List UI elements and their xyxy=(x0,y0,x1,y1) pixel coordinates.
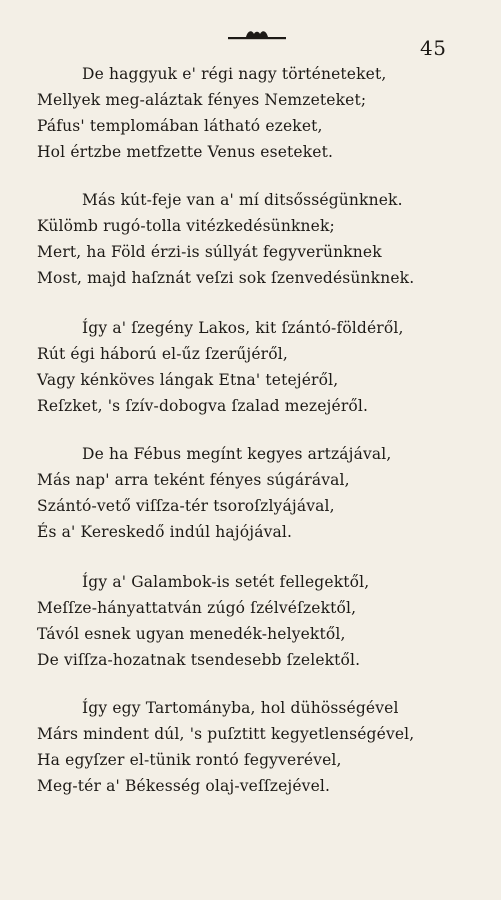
verse-line: De ha Fébus megínt kegyes artzájával, xyxy=(82,445,392,463)
verse-line: Márs mindent dúl, 's puſztitt kegyetlenségével, xyxy=(37,725,415,743)
verse-line: Más kút-feje van a' mí ditsősségünknek. xyxy=(82,191,403,209)
verse-line: Szántó-vető viſſza-tér tsoroſzlyájával, xyxy=(37,497,335,515)
verse-line: Így egy Tartományba, hol dühösségével xyxy=(82,699,399,717)
verse-line: Távól esnek ugyan menedék-helyektől, xyxy=(37,625,346,643)
verse-line: Más nap' arra teként fényes súgárával, xyxy=(37,471,350,489)
verse-line: Mert, ha Föld érzi-is súllyát fegyverünknek xyxy=(37,243,382,261)
verse-line: És a' Kereskedő indúl hajójával. xyxy=(37,523,293,541)
verse-line: Így a' Galambok-is setét fellegektől, xyxy=(82,573,370,591)
verse-line: Ha egyſzer el-tünik rontó fegyverével, xyxy=(37,751,342,769)
verse-line: Így a' ſzegény Lakos, kit ſzántó-földéről, xyxy=(82,319,404,337)
verse-line: Páfus' templomában látható ezeket, xyxy=(37,117,323,135)
verse-line: Reſzket, 's ſzív-dobogva ſzalad mezejéről. xyxy=(37,397,369,415)
page-number: 45 xyxy=(420,36,447,60)
verse-line: Meſſze-hányattatván zúgó ſzélvéſzektől, xyxy=(37,599,357,617)
verse-line: Meg-tér a' Békesség olaj-veſſzejével. xyxy=(37,777,331,795)
verse-line: De viſſza-hozatnak tsendesebb ſzelektől. xyxy=(37,651,361,669)
verse-line: Külömb rugó-tolla vitézkedésünknek; xyxy=(37,217,335,235)
verse-line: Most, majd haſznát veſzi sok ſzenvedésünknek. xyxy=(37,269,415,287)
verse-line: De haggyuk e' régi nagy történeteket, xyxy=(82,65,387,83)
verse-line: Mellyek meg-aláztak fényes Nemzeteket; xyxy=(37,91,367,109)
ornament-rule xyxy=(228,28,286,42)
verse-line: Vagy kénköves lángak Etna' tetejéről, xyxy=(37,371,339,389)
verse-line: Hol értzbe metfzette Venus eseteket. xyxy=(37,143,334,161)
verse-line: Rút égi háború el-űz ſzerűjéről, xyxy=(37,345,288,363)
